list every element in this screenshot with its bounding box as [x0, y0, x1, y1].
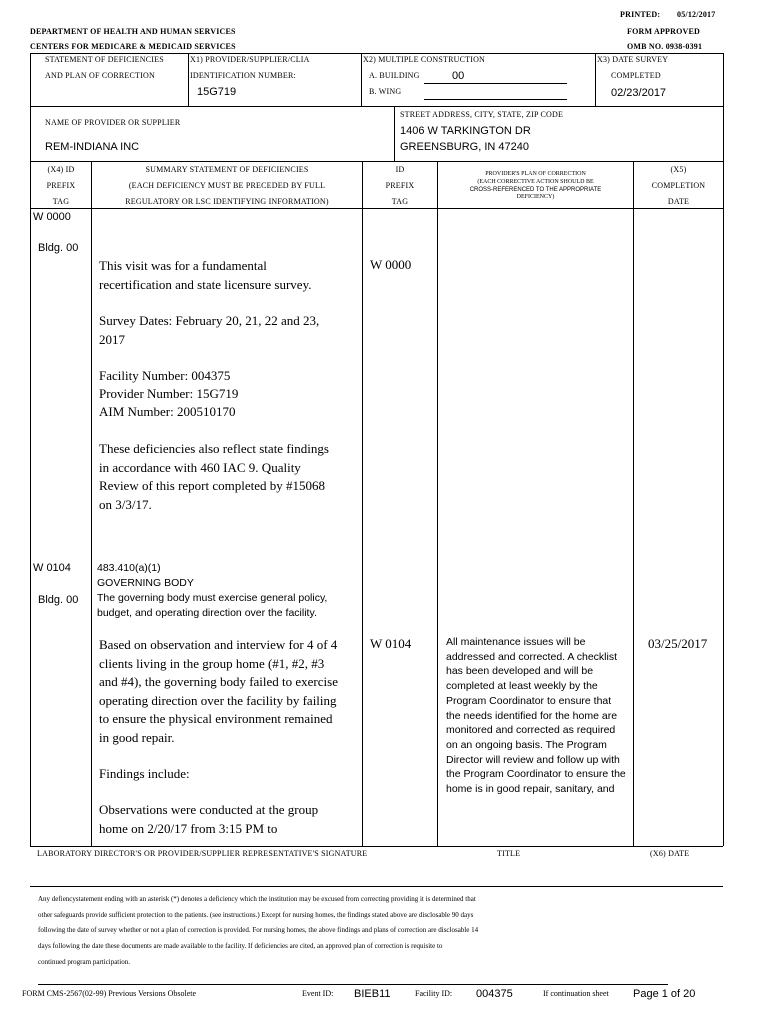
x1-id-label: IDENTIFICATION NUMBER:	[190, 71, 296, 80]
address-label: STREET ADDRESS, CITY, STATE, ZIP CODE	[400, 110, 564, 119]
id-tag-w0104: W 0104	[370, 636, 412, 651]
title-label: TITLE	[497, 849, 521, 858]
x4-prefix: PREFIX	[46, 181, 76, 190]
summary-sub1: (EACH DEFICIENCY MUST BE PRECEDED BY FULL	[128, 181, 326, 190]
plan-sub2: CROSS-REFERENCED TO THE APPROPRIATE	[469, 187, 602, 193]
disclaimer-line2: other safeguards provide sufficient protection to the patients. (see instructions.) Except for nursing homes, the findings stated above are disclosable 90 days	[38, 911, 474, 919]
tag-w0000: W 0000	[33, 211, 71, 223]
x4-label: (X4) ID	[47, 165, 75, 174]
form-number: FORM CMS-2567(02-99) Previous Versions Obsolete	[22, 989, 197, 998]
provider-number: Provider Number: 15G719	[99, 386, 239, 401]
survey-dates: Survey Dates: February 20, 21, 22 and 23, 2017	[99, 313, 320, 347]
x5-label: (X5)	[670, 165, 687, 174]
plan-sub1: (EACH CORRECTIVE ACTION SHOULD BE	[477, 179, 594, 185]
id-label: ID	[395, 165, 405, 174]
tag-w0104: W 0104	[33, 562, 71, 574]
survey-date: 02/23/2017	[611, 87, 667, 99]
event-id: BIEB11	[354, 988, 391, 1000]
plan-header: PROVIDER'S PLAN OF CORRECTION	[485, 171, 586, 177]
x5-date: DATE	[667, 197, 690, 206]
centers-title: CENTERS FOR MEDICARE & MEDICAID SERVICES	[30, 42, 236, 51]
id-tag: TAG	[391, 197, 409, 206]
disclaimer-line3: following the date of survey whether or not a plan of correction is provided. For nursing homes, the above findings and plans of correction are disclosable 14	[38, 926, 479, 934]
id-tag-w0000: W 0000	[370, 257, 412, 272]
facility-number: Facility Number: 004375	[99, 368, 231, 383]
statement-label: STATEMENT OF DEFICIENCIES	[45, 55, 164, 64]
omb-number: OMB NO. 0938-0391	[627, 42, 703, 51]
finding-paragraph: Based on observation and interview for 4 of 4 clients living in the group home (#1, #2, #3 and #4), the governing body failed to exercise operating direction over the facility by failing to ensure the physical environment remained in good repair.	[99, 637, 338, 745]
x4-tag: TAG	[52, 197, 70, 206]
disclaimer-line4: days following the date these documents are made available to the facility. If deficiencies are cited, an approved plan of correction is requisite to	[38, 942, 443, 950]
provider-label: NAME OF PROVIDER OR SUPPLIER	[45, 118, 181, 127]
event-id-label: Event ID:	[302, 989, 334, 998]
x3-label: X3) DATE SURVEY	[597, 55, 669, 64]
regulation-code: 483.410(a)(1)	[97, 562, 161, 574]
observations-paragraph: Observations were conducted at the group home on 2/20/17 from 3:15 PM to	[99, 802, 319, 836]
building-label: A. BUILDING	[369, 71, 420, 80]
department-title: DEPARTMENT OF HEALTH AND HUMAN SERVICES	[30, 27, 236, 36]
page-number: Page 1 of 20	[633, 988, 696, 1000]
regulation-title: GOVERNING BODY	[97, 577, 194, 589]
plan-of-correction: All maintenance issues will be addressed and corrected. A checklist has been developed and will be completed at least weekly by the Program Coordinator to ensure that the needs identified for the home are monitored and corrected as required on an ongoing basis. The Program Director will review and follow up with the Program Coordinator to ensure the home is in good repair, sanitary, and	[446, 636, 626, 796]
address-line1: 1406 W TARKINGTON DR	[400, 125, 531, 137]
clia-number: 15G719	[197, 86, 237, 98]
findings-include: Findings include:	[99, 766, 190, 781]
x5-completion: COMPLETION	[651, 181, 706, 190]
plan-label: AND PLAN OF CORRECTION	[45, 71, 155, 80]
summary-sub2: REGULATORY OR LSC IDENTIFYING INFORMATION)	[125, 197, 329, 206]
signature-label: LABORATORY DIRECTOR'S OR PROVIDER/SUPPLIER REPRESENTATIVE'S SIGNATURE	[37, 849, 368, 858]
completion-date: 03/25/2017	[648, 636, 708, 651]
x1-label: X1) PROVIDER/SUPPLIER/CLIA	[190, 55, 310, 64]
x2-label: X2) MULTIPLE CONSTRUCTION	[363, 55, 486, 64]
disclaimer-line5: continued program participation.	[38, 958, 130, 966]
wing-label: B. WING	[369, 87, 402, 96]
summary-header: SUMMARY STATEMENT OF DEFICIENCIES	[145, 165, 309, 174]
bldg-label-2: Bldg. 00	[38, 594, 79, 606]
deficiencies-paragraph: These deficiencies also reflect state findings in accordance with 460 IAC 9. Quality Review of this report completed by #15068 on 3/3/17.	[99, 441, 329, 512]
address-line2: GREENSBURG, IN 47240	[400, 141, 529, 153]
visit-paragraph: This visit was for a fundamental recertification and state licensure survey.	[99, 258, 312, 292]
form-approved: FORM APPROVED	[627, 27, 701, 36]
printed-date: 05/12/2017	[677, 10, 716, 19]
regulation-text: The governing body must exercise general policy, budget, and operating direction over the facility.	[97, 592, 328, 619]
facility-id-label: Facility ID:	[415, 989, 453, 998]
plan-sub3: DEFICIENCY)	[516, 194, 555, 200]
x6-date-label: (X6) DATE	[650, 849, 690, 858]
completed-label: COMPLETED	[611, 71, 661, 80]
printed-label: PRINTED:	[620, 10, 661, 19]
facility-id: 004375	[476, 988, 513, 1000]
continuation-label: If continuation sheet	[543, 989, 609, 998]
provider-name: REM-INDIANA INC	[45, 141, 140, 153]
aim-number: AIM Number: 200510170	[99, 404, 236, 419]
disclaimer-line1: Any defiencystatement ending with an asterisk (*) denotes a deficiency which the institution may be excused from correcting providing it is determined that	[38, 895, 476, 903]
bldg-label: Bldg. 00	[38, 242, 79, 254]
building-value: 00	[452, 70, 465, 82]
id-prefix: PREFIX	[385, 181, 415, 190]
